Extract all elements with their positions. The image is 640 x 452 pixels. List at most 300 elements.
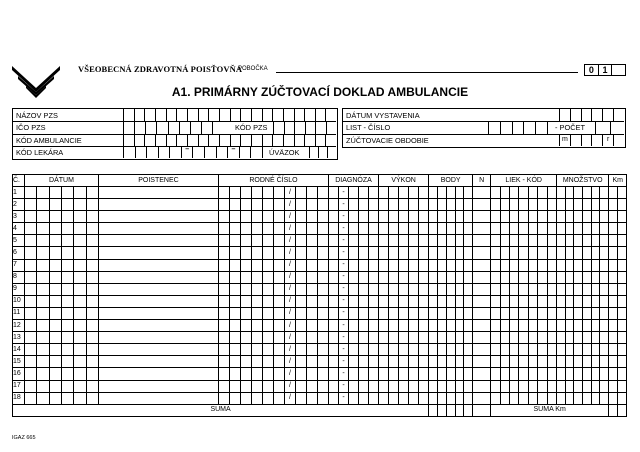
entry-cell[interactable] [473,247,491,259]
digit-cell[interactable] [262,259,273,271]
digit-cell[interactable] [229,332,240,344]
digit-cell[interactable] [389,356,399,368]
digit-cell[interactable] [25,199,37,211]
diagnoza-dash[interactable]: - [339,295,349,307]
digit-cell[interactable] [251,259,262,271]
digit-cell[interactable] [591,283,600,295]
digit-cell[interactable] [399,223,409,235]
digit-cell[interactable] [600,344,609,356]
digit-cell[interactable] [399,187,409,199]
digit-cell[interactable] [600,199,609,211]
entry-cell[interactable] [473,320,491,332]
digit-cell[interactable] [25,259,37,271]
digit-cell[interactable] [565,283,574,295]
digit-cell[interactable] [329,223,339,235]
diagnoza-dash[interactable]: - [339,199,349,211]
digit-cell[interactable] [273,332,284,344]
digit-cell[interactable] [500,259,509,271]
digit-cell[interactable] [306,235,317,247]
digit-cell[interactable] [419,356,429,368]
digit-cell[interactable] [229,199,240,211]
digit-cell[interactable] [369,392,379,404]
digit-cell[interactable] [218,235,229,247]
digit-cell[interactable] [500,187,509,199]
digit-cell[interactable] [500,332,509,344]
digit-cell[interactable] [437,320,446,332]
digit-cell[interactable] [446,368,455,380]
digit-cell[interactable] [240,295,251,307]
digit-cell[interactable] [547,211,556,223]
sum-body-cell[interactable] [446,404,455,416]
digit-cell[interactable] [618,332,627,344]
digit-cell[interactable] [349,368,359,380]
digit-cell[interactable] [349,344,359,356]
digit-cell[interactable] [591,235,600,247]
digit-cell[interactable] [359,199,369,211]
digit-cell[interactable] [49,320,61,332]
digit-cell[interactable] [389,283,399,295]
digit-cell[interactable] [583,283,592,295]
digit-cell[interactable] [295,295,306,307]
digit-cell[interactable] [455,332,464,344]
digit-cell[interactable] [369,283,379,295]
digit-cell[interactable] [74,199,86,211]
digit-cell[interactable] [464,271,473,283]
digit-cell[interactable] [455,211,464,223]
kod-pzs-field[interactable] [273,121,336,134]
digit-cell[interactable] [618,211,627,223]
digit-cell[interactable] [609,187,618,199]
digit-cell[interactable] [583,295,592,307]
digit-cell[interactable] [574,356,583,368]
digit-cell[interactable] [510,295,519,307]
digit-cell[interactable] [329,380,339,392]
digit-cell[interactable] [455,295,464,307]
digit-cell[interactable] [295,247,306,259]
digit-cell[interactable] [547,344,556,356]
digit-cell[interactable] [306,307,317,319]
digit-cell[interactable] [510,271,519,283]
digit-cell[interactable] [379,368,389,380]
digit-cell[interactable] [295,332,306,344]
digit-cell[interactable] [491,223,500,235]
digit-cell[interactable] [61,199,73,211]
entry-cell[interactable] [98,247,218,259]
digit-cell[interactable] [49,283,61,295]
digit-cell[interactable] [419,283,429,295]
digit-cell[interactable] [500,235,509,247]
digit-cell[interactable] [510,223,519,235]
digit-cell[interactable] [409,247,419,259]
digit-cell[interactable] [557,223,566,235]
digit-cell[interactable] [409,235,419,247]
digit-cell[interactable] [455,271,464,283]
digit-cell[interactable] [583,271,592,283]
digit-cell[interactable] [359,392,369,404]
digit-cell[interactable] [295,187,306,199]
digit-cell[interactable] [329,235,339,247]
digit-cell[interactable] [273,259,284,271]
digit-cell[interactable] [295,223,306,235]
digit-cell[interactable] [37,211,49,223]
entry-cell[interactable] [473,283,491,295]
digit-cell[interactable] [251,307,262,319]
entry-cell[interactable] [98,320,218,332]
digit-cell[interactable] [464,211,473,223]
digit-cell[interactable] [262,320,273,332]
digit-cell[interactable] [379,307,389,319]
digit-cell[interactable] [409,368,419,380]
digit-cell[interactable] [389,259,399,271]
digit-cell[interactable] [49,187,61,199]
digit-cell[interactable] [359,380,369,392]
digit-cell[interactable] [295,235,306,247]
digit-cell[interactable] [446,356,455,368]
digit-cell[interactable] [349,199,359,211]
digit-cell[interactable] [329,344,339,356]
entry-cell[interactable] [473,392,491,404]
rodne-cislo-slash[interactable]: / [284,235,295,247]
digit-cell[interactable] [86,271,98,283]
digit-cell[interactable] [500,320,509,332]
entry-cell[interactable] [98,271,218,283]
digit-cell[interactable] [547,295,556,307]
digit-cell[interactable] [491,295,500,307]
digit-cell[interactable] [49,392,61,404]
digit-cell[interactable] [329,283,339,295]
digit-cell[interactable] [583,332,592,344]
digit-cell[interactable] [262,380,273,392]
digit-cell[interactable] [262,235,273,247]
digit-cell[interactable] [500,344,509,356]
digit-cell[interactable] [419,211,429,223]
digit-cell[interactable] [37,356,49,368]
digit-cell[interactable] [251,392,262,404]
digit-cell[interactable] [574,392,583,404]
digit-cell[interactable] [528,295,537,307]
digit-cell[interactable] [446,271,455,283]
digit-cell[interactable] [557,320,566,332]
digit-cell[interactable] [500,295,509,307]
digit-cell[interactable] [609,344,618,356]
digit-cell[interactable] [528,392,537,404]
digit-cell[interactable] [317,235,328,247]
digit-cell[interactable] [609,283,618,295]
digit-cell[interactable] [565,320,574,332]
digit-cell[interactable] [86,344,98,356]
digit-cell[interactable] [510,380,519,392]
digit-cell[interactable] [419,199,429,211]
digit-cell[interactable] [547,187,556,199]
rodne-cislo-slash[interactable]: / [284,307,295,319]
digit-cell[interactable] [317,199,328,211]
rodne-cislo-slash[interactable]: / [284,223,295,235]
digit-cell[interactable] [510,211,519,223]
digit-cell[interactable] [229,259,240,271]
digit-cell[interactable] [565,247,574,259]
digit-cell[interactable] [491,356,500,368]
digit-cell[interactable] [329,199,339,211]
digit-cell[interactable] [74,187,86,199]
digit-cell[interactable] [591,307,600,319]
digit-cell[interactable] [49,380,61,392]
digit-cell[interactable] [538,235,547,247]
pocet-field[interactable] [595,121,624,134]
digit-cell[interactable] [86,223,98,235]
digit-cell[interactable] [429,344,438,356]
digit-cell[interactable] [618,271,627,283]
digit-cell[interactable] [295,392,306,404]
entry-cell[interactable] [473,259,491,271]
entry-cell[interactable] [473,380,491,392]
digit-cell[interactable] [583,235,592,247]
digit-cell[interactable] [609,247,618,259]
digit-cell[interactable] [510,368,519,380]
digit-cell[interactable] [419,344,429,356]
list-cislo-field[interactable] [488,121,548,134]
digit-cell[interactable] [49,332,61,344]
digit-cell[interactable] [251,295,262,307]
digit-cell[interactable] [317,187,328,199]
digit-cell[interactable] [455,344,464,356]
digit-cell[interactable] [609,392,618,404]
digit-cell[interactable] [574,332,583,344]
digit-cell[interactable] [565,187,574,199]
digit-cell[interactable] [618,344,627,356]
diagnoza-dash[interactable]: - [339,187,349,199]
digit-cell[interactable] [547,199,556,211]
digit-cell[interactable] [429,235,438,247]
digit-cell[interactable] [565,259,574,271]
digit-cell[interactable] [25,356,37,368]
digit-cell[interactable] [409,211,419,223]
digit-cell[interactable] [218,356,229,368]
digit-cell[interactable] [379,199,389,211]
digit-cell[interactable] [464,259,473,271]
digit-cell[interactable] [86,368,98,380]
digit-cell[interactable] [379,235,389,247]
entry-cell[interactable] [473,307,491,319]
rodne-cislo-slash[interactable]: / [284,295,295,307]
digit-cell[interactable] [538,307,547,319]
digit-cell[interactable] [538,211,547,223]
digit-cell[interactable] [583,259,592,271]
digit-cell[interactable] [547,392,556,404]
digit-cell[interactable] [86,392,98,404]
digit-cell[interactable] [574,199,583,211]
digit-cell[interactable] [519,307,528,319]
digit-cell[interactable] [574,320,583,332]
digit-cell[interactable] [464,223,473,235]
digit-cell[interactable] [591,320,600,332]
digit-cell[interactable] [491,332,500,344]
digit-cell[interactable] [240,271,251,283]
digit-cell[interactable] [379,187,389,199]
digit-cell[interactable] [464,392,473,404]
digit-cell[interactable] [37,392,49,404]
digit-cell[interactable] [369,380,379,392]
digit-cell[interactable] [369,332,379,344]
digit-cell[interactable] [37,320,49,332]
digit-cell[interactable] [429,199,438,211]
digit-cell[interactable] [218,392,229,404]
digit-cell[interactable] [262,211,273,223]
digit-cell[interactable] [547,235,556,247]
digit-cell[interactable] [591,271,600,283]
entry-cell[interactable] [473,368,491,380]
digit-cell[interactable] [565,223,574,235]
digit-cell[interactable] [399,235,409,247]
diagnoza-dash[interactable]: - [339,283,349,295]
digit-cell[interactable] [359,223,369,235]
digit-cell[interactable] [419,223,429,235]
entry-cell[interactable] [98,211,218,223]
digit-cell[interactable] [429,320,438,332]
digit-cell[interactable] [519,199,528,211]
digit-cell[interactable] [25,211,37,223]
digit-cell[interactable] [557,259,566,271]
digit-cell[interactable] [37,283,49,295]
diagnoza-dash[interactable]: - [339,211,349,223]
digit-cell[interactable] [591,223,600,235]
digit-cell[interactable] [49,235,61,247]
digit-cell[interactable] [329,271,339,283]
digit-cell[interactable] [86,356,98,368]
digit-cell[interactable] [86,295,98,307]
digit-cell[interactable] [591,259,600,271]
diagnoza-dash[interactable]: - [339,307,349,319]
digit-cell[interactable] [528,320,537,332]
digit-cell[interactable] [379,392,389,404]
digit-cell[interactable] [500,211,509,223]
digit-cell[interactable] [574,380,583,392]
digit-cell[interactable] [409,392,419,404]
digit-cell[interactable] [262,356,273,368]
sum-body-cell[interactable] [437,404,446,416]
digit-cell[interactable] [218,187,229,199]
digit-cell[interactable] [74,307,86,319]
digit-cell[interactable] [317,211,328,223]
digit-cell[interactable] [574,247,583,259]
digit-cell[interactable] [583,199,592,211]
digit-cell[interactable] [25,187,37,199]
digit-cell[interactable] [437,356,446,368]
digit-cell[interactable] [61,247,73,259]
digit-cell[interactable] [528,380,537,392]
digit-cell[interactable] [429,356,438,368]
digit-cell[interactable] [251,332,262,344]
digit-cell[interactable] [262,199,273,211]
digit-cell[interactable] [583,211,592,223]
digit-cell[interactable] [437,283,446,295]
digit-cell[interactable] [591,344,600,356]
digit-cell[interactable] [510,320,519,332]
digit-cell[interactable] [349,356,359,368]
digit-cell[interactable] [349,380,359,392]
digit-cell[interactable] [528,223,537,235]
digit-cell[interactable] [359,344,369,356]
digit-cell[interactable] [600,320,609,332]
digit-cell[interactable] [329,332,339,344]
digit-cell[interactable] [528,356,537,368]
nazov-pzs-field[interactable] [123,109,336,121]
digit-cell[interactable] [500,307,509,319]
digit-cell[interactable] [317,356,328,368]
digit-cell[interactable] [273,356,284,368]
digit-cell[interactable] [565,344,574,356]
digit-cell[interactable] [218,344,229,356]
digit-cell[interactable] [273,392,284,404]
digit-cell[interactable] [295,380,306,392]
digit-cell[interactable] [409,295,419,307]
digit-cell[interactable] [240,259,251,271]
digit-cell[interactable] [229,392,240,404]
digit-cell[interactable] [273,211,284,223]
digit-cell[interactable] [240,247,251,259]
digit-cell[interactable] [491,211,500,223]
digit-cell[interactable] [446,235,455,247]
digit-cell[interactable] [565,392,574,404]
digit-cell[interactable] [37,223,49,235]
digit-cell[interactable] [491,187,500,199]
digit-cell[interactable] [37,344,49,356]
digit-cell[interactable] [491,271,500,283]
digit-cell[interactable] [218,259,229,271]
digit-cell[interactable] [446,187,455,199]
digit-cell[interactable] [446,211,455,223]
digit-cell[interactable] [547,332,556,344]
entry-cell[interactable] [98,295,218,307]
digit-cell[interactable] [600,332,609,344]
rodne-cislo-slash[interactable]: / [284,344,295,356]
digit-cell[interactable] [61,187,73,199]
digit-cell[interactable] [437,247,446,259]
digit-cell[interactable] [37,259,49,271]
entry-cell[interactable] [473,332,491,344]
digit-cell[interactable] [359,283,369,295]
rodne-cislo-slash[interactable]: / [284,259,295,271]
digit-cell[interactable] [240,332,251,344]
digit-cell[interactable] [240,187,251,199]
digit-cell[interactable] [369,223,379,235]
digit-cell[interactable] [618,187,627,199]
digit-cell[interactable] [251,356,262,368]
digit-cell[interactable] [295,283,306,295]
digit-cell[interactable] [306,211,317,223]
digit-cell[interactable] [510,187,519,199]
zuctovacie-obdobie-field[interactable] [559,134,624,146]
digit-cell[interactable] [618,283,627,295]
digit-cell[interactable] [565,307,574,319]
digit-cell[interactable] [86,283,98,295]
digit-cell[interactable] [389,223,399,235]
digit-cell[interactable] [455,259,464,271]
digit-cell[interactable] [229,235,240,247]
digit-cell[interactable] [251,380,262,392]
digit-cell[interactable] [519,344,528,356]
digit-cell[interactable] [519,211,528,223]
digit-cell[interactable] [437,332,446,344]
digit-cell[interactable] [618,320,627,332]
digit-cell[interactable] [389,332,399,344]
digit-cell[interactable] [359,307,369,319]
digit-cell[interactable] [409,356,419,368]
digit-cell[interactable] [74,271,86,283]
digit-cell[interactable] [25,223,37,235]
digit-cell[interactable] [25,271,37,283]
digit-cell[interactable] [547,320,556,332]
digit-cell[interactable] [519,259,528,271]
